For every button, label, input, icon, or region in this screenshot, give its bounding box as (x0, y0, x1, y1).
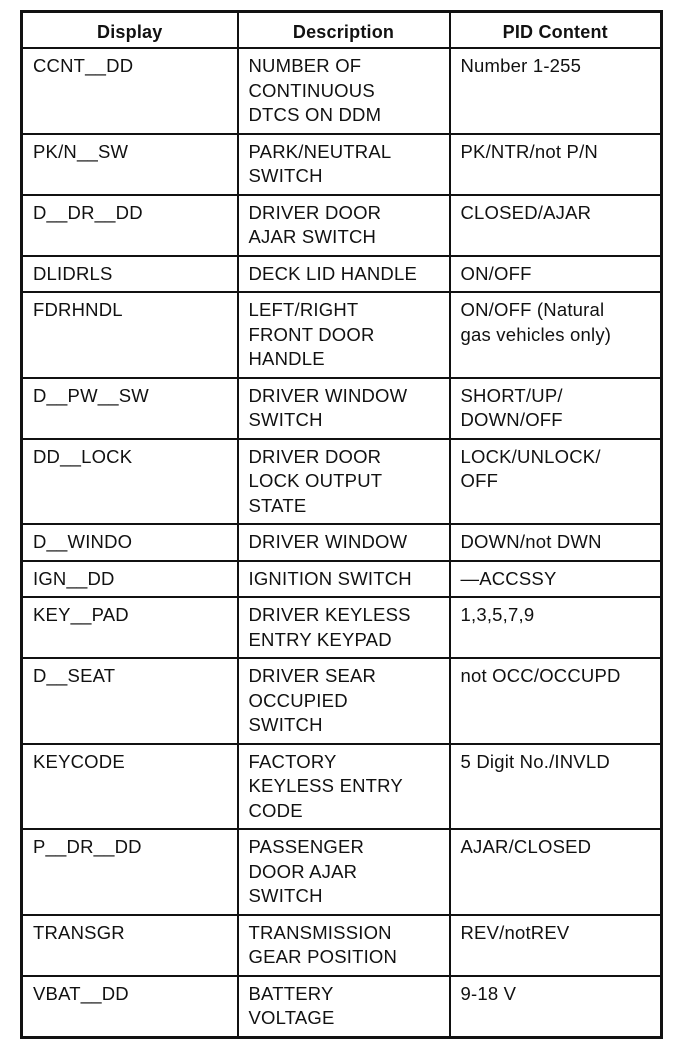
pid-table (20, 10, 663, 1039)
cell-display-text: DLIDRLS (33, 262, 113, 284)
cell-pid-content-text: ON/OFF (Natural gas vehicles only) (460, 299, 612, 345)
column-header-display: Display (22, 12, 238, 49)
table-row (22, 292, 662, 378)
table-row (22, 134, 662, 195)
cell-display-text: D__DR__DD (33, 201, 143, 223)
cell-pid-content (450, 915, 662, 976)
cell-pid-content (450, 195, 662, 256)
cell-display-text: FDRHNDL (33, 299, 123, 320)
cell-description (238, 561, 450, 598)
table-row (22, 561, 662, 598)
cell-description-text: BATTERY VOLTAGE (248, 982, 335, 1028)
cell-pid-content-text: 5 Digit No./INVLD (460, 750, 610, 772)
cell-display (22, 597, 238, 658)
cell-pid-content-text: ON/OFF (460, 262, 532, 284)
cell-pid-content (450, 256, 662, 293)
cell-display-text: D__PW__SW (33, 384, 149, 406)
cell-display (22, 829, 238, 915)
cell-description-text: FACTORY KEYLESS ENTRY CODE (248, 750, 403, 821)
column-header-pid-content: PID Content (450, 12, 662, 49)
cell-description (238, 48, 450, 134)
cell-pid-content (450, 658, 662, 744)
table-header (22, 12, 662, 49)
cell-display (22, 48, 238, 134)
cell-pid-content (450, 439, 662, 525)
cell-display-text: DD__LOCK (33, 445, 133, 467)
cell-description-text: DRIVER DOOR LOCK OUTPUT STATE (248, 445, 383, 516)
table-row (22, 524, 662, 561)
cell-pid-content-text: LOCK/UNLOCK/ OFF (460, 445, 601, 491)
cell-display-text: D__SEAT (33, 665, 116, 686)
cell-description-text: DRIVER DOOR AJAR SWITCH (248, 201, 382, 247)
table-row (22, 256, 662, 293)
cell-pid-content-text: CLOSED/AJAR (460, 201, 592, 223)
cell-display (22, 658, 238, 744)
table-row (22, 658, 662, 744)
table-body (22, 48, 662, 1037)
cell-description-text: TRANSMISSION GEAR POSITION (248, 921, 398, 967)
cell-description (238, 378, 450, 439)
cell-description (238, 134, 450, 195)
cell-description-text: PARK/NEUTRAL SWITCH (248, 140, 392, 186)
cell-pid-content-text: AJAR/CLOSED (460, 836, 592, 857)
cell-description-text: PASSENGER DOOR AJAR SWITCH (248, 836, 365, 906)
table-row (22, 915, 662, 976)
cell-pid-content (450, 48, 662, 134)
cell-description (238, 597, 450, 658)
column-header-description: Description (238, 12, 450, 49)
cell-description (238, 829, 450, 915)
cell-description-text: IGNITION SWITCH (248, 567, 412, 589)
cell-pid-content-text: DOWN/not DWN (460, 531, 602, 552)
cell-pid-content-text: 9-18 V (460, 982, 517, 1004)
cell-description (238, 256, 450, 293)
cell-display-text: KEYCODE (33, 750, 125, 772)
cell-description-text: LEFT/RIGHT FRONT DOOR HANDLE (248, 299, 375, 369)
cell-description (238, 439, 450, 525)
table-row (22, 378, 662, 439)
cell-description (238, 524, 450, 561)
cell-pid-content (450, 561, 662, 598)
cell-display (22, 195, 238, 256)
table-row (22, 48, 662, 134)
cell-display (22, 915, 238, 976)
table-row (22, 195, 662, 256)
table-row (22, 744, 662, 830)
cell-pid-content (450, 976, 662, 1038)
cell-pid-content (450, 744, 662, 830)
table-row (22, 597, 662, 658)
header-row (22, 12, 662, 49)
cell-display-text: TRANSGR (33, 921, 125, 943)
cell-display (22, 256, 238, 293)
cell-display-text: IGN__DD (33, 567, 115, 589)
cell-pid-content-text: SHORT/UP/ DOWN/OFF (460, 384, 563, 430)
cell-pid-content-text: REV/notREV (460, 921, 570, 943)
cell-display-text: CCNT__DD (33, 55, 134, 76)
table-row (22, 439, 662, 525)
cell-pid-content (450, 134, 662, 195)
cell-pid-content-text: 1,3,5,7,9 (460, 604, 535, 625)
cell-description-text: DECK LID HANDLE (248, 262, 418, 284)
cell-pid-content-text: not OCC/OCCUPD (460, 665, 621, 686)
cell-description (238, 658, 450, 744)
cell-display-text: D__WINDO (33, 531, 133, 552)
cell-display-text: P__DR__DD (33, 836, 142, 857)
cell-pid-content (450, 524, 662, 561)
cell-pid-content (450, 292, 662, 378)
cell-pid-content (450, 597, 662, 658)
cell-display-text: PK/N__SW (33, 140, 129, 162)
cell-description (238, 915, 450, 976)
cell-description-text: DRIVER WINDOW (248, 531, 408, 552)
cell-pid-content-text: PK/NTR/not P/N (460, 140, 598, 162)
cell-display (22, 292, 238, 378)
cell-display (22, 524, 238, 561)
table-row (22, 976, 662, 1038)
cell-description (238, 195, 450, 256)
cell-description (238, 976, 450, 1038)
cell-pid-content-text: —ACCSSY (460, 567, 557, 589)
cell-display (22, 976, 238, 1038)
cell-description-text: DRIVER WINDOW SWITCH (248, 384, 408, 430)
table-row (22, 829, 662, 915)
cell-display (22, 134, 238, 195)
cell-description-text: NUMBER OF CONTINUOUS DTCS ON DDM (248, 55, 382, 125)
cell-display (22, 561, 238, 598)
cell-display (22, 439, 238, 525)
cell-display-text: VBAT__DD (33, 982, 129, 1004)
cell-pid-content (450, 378, 662, 439)
cell-pid-content (450, 829, 662, 915)
cell-description-text: DRIVER KEYLESS ENTRY KEYPAD (248, 604, 411, 650)
cell-pid-content-text: Number 1-255 (460, 55, 582, 76)
cell-display (22, 744, 238, 830)
cell-description (238, 744, 450, 830)
cell-display-text: KEY__PAD (33, 604, 129, 625)
cell-display (22, 378, 238, 439)
cell-description (238, 292, 450, 378)
cell-description-text: DRIVER SEAR OCCUPIED SWITCH (248, 665, 377, 735)
